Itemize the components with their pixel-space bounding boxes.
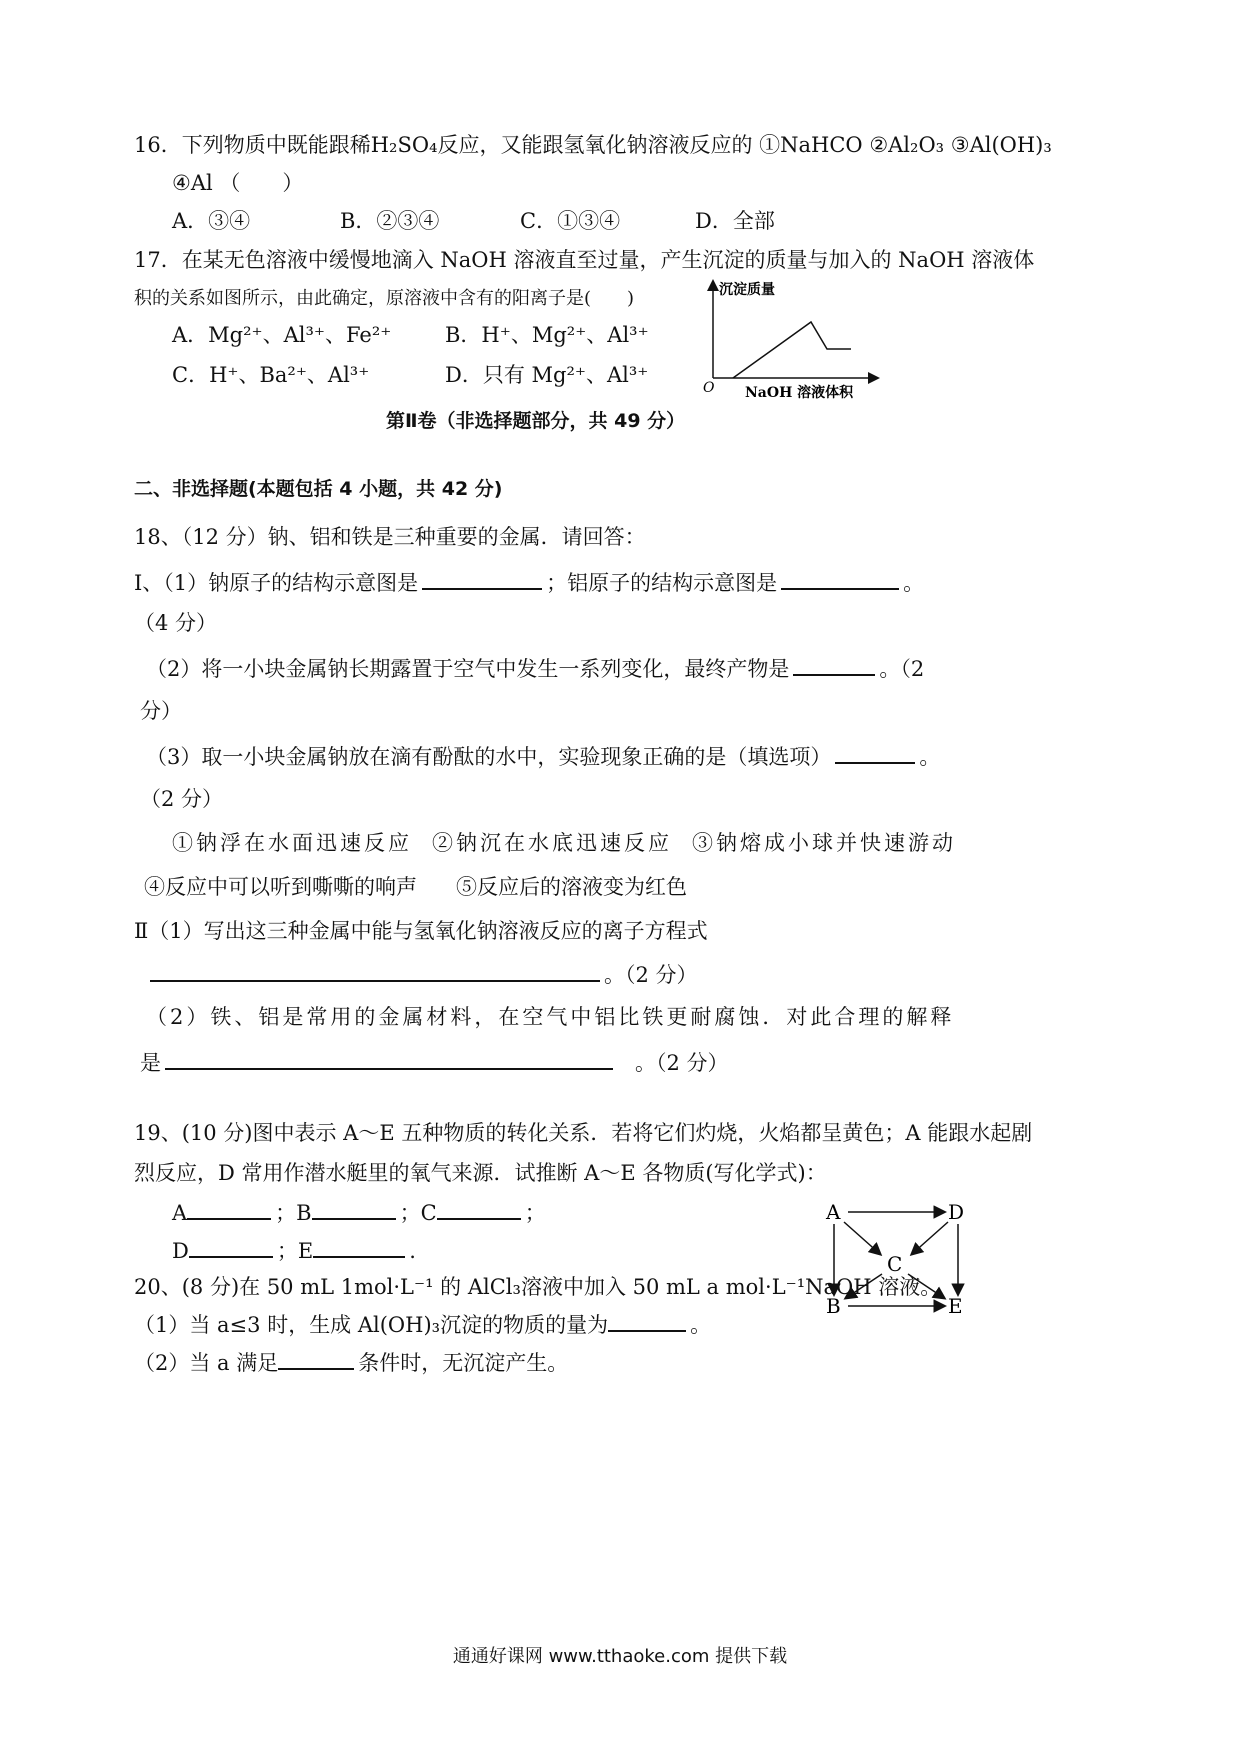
- q18-choice-5: ⑤反应后的溶液变为红色: [456, 875, 687, 899]
- q18-i2-score-b: 分）: [140, 699, 182, 723]
- q19-label-b: ；B: [275, 1201, 312, 1225]
- node-d: D: [948, 1200, 965, 1224]
- q18-choice-4: ④反应中可以听到嘶嘶的响声: [144, 875, 417, 899]
- q18-ii2-prompt: （2）铁、铝是常用的金属材料，在空气中铝比铁更耐腐蚀．对此合理的解释: [146, 1005, 955, 1029]
- q19-blank-c[interactable]: [437, 1196, 521, 1220]
- part2-title: 第Ⅱ卷（非选择题部分，共 49 分）: [386, 410, 686, 432]
- q16-option-b: B．②③④: [340, 209, 440, 233]
- q20-s1-blank[interactable]: [608, 1308, 686, 1332]
- q17-option-d: D．只有 Mg²⁺、Al³⁺: [445, 363, 649, 387]
- section2-title: 二、非选择题(本题包括 4 小题，共 42 分): [134, 478, 503, 500]
- q20-s2-blank[interactable]: [278, 1346, 354, 1370]
- graph-curve: [733, 322, 851, 378]
- q19-label-d: D: [172, 1239, 189, 1263]
- q19-line1: 19、(10 分)图中表示 A～E 五种物质的转化关系．若将它们灼烧，火焰都呈黄色；A 能跟水起剧: [134, 1121, 1033, 1145]
- q17-option-c: C．H⁺、Ba²⁺、Al³⁺: [172, 363, 370, 387]
- q18-i1-blank-aluminum[interactable]: [781, 566, 899, 590]
- q18-ii1-score: 。（2 分）: [604, 963, 698, 987]
- q18-i3-prompt: （3）取一小块金属钠放在滴有酚酞的水中，实验现象正确的是（填选项）: [146, 745, 832, 769]
- q20-s2-end: 条件时，无沉淀产生。: [358, 1351, 569, 1375]
- arrow-d-to-c: [912, 1222, 948, 1254]
- q16-line1: 16．下列物质中既能跟稀H₂SO₄反应，又能跟氢氧化钠溶液反应的 ①NaHCO ②Al₂O₃ ③Al(OH)₃: [134, 133, 1052, 157]
- q18-ii2-prompt-b: 是: [140, 1051, 161, 1075]
- q18-ii1-prompt: Ⅱ（1）写出这三种金属中能与氢氧化钠溶液反应的离子方程式: [134, 919, 708, 943]
- q18-i1-prompt-b: ；铝原子的结构示意图是: [546, 571, 778, 595]
- q17-option-a: A．Mg²⁺、Al³⁺、Fe²⁺: [172, 323, 392, 347]
- arrow-a-to-c: [844, 1222, 880, 1254]
- conversion-diagram: [820, 1196, 980, 1326]
- q18-i2-blank[interactable]: [793, 652, 875, 676]
- q16-option-d: D．全部: [695, 209, 775, 233]
- q17-option-b: B．H⁺、Mg²⁺、Al³⁺: [445, 323, 649, 347]
- q18-i3-score: （2 分）: [140, 787, 224, 811]
- q18-ii2-score: 。（2 分）: [635, 1051, 729, 1075]
- q18-choice-3: ③钠熔成小球并快速游动: [692, 831, 956, 855]
- q18-i1-blank-sodium[interactable]: [422, 566, 542, 590]
- node-e: E: [948, 1294, 963, 1318]
- precipitate-graph: [695, 272, 885, 402]
- q18-intro: 18、（12 分）钠、铝和铁是三种重要的金属．请回答：: [134, 525, 646, 549]
- q18-i2-score-a: 。（2: [879, 657, 925, 681]
- q19-blank-b[interactable]: [312, 1196, 396, 1220]
- q18-i3-end: 。: [919, 745, 941, 769]
- q18-i1-score: （4 分）: [134, 611, 218, 635]
- node-b: B: [826, 1294, 841, 1318]
- q17-line2: 积的关系如图所示，由此确定，原溶液中含有的阳离子是( ): [134, 288, 635, 309]
- q19-label-a: A: [172, 1201, 188, 1225]
- q20-s1-end: 。: [690, 1313, 712, 1337]
- q20-s2-prompt: （2）当 a 满足: [134, 1351, 279, 1375]
- q18-i1-prompt-c: 。: [903, 571, 925, 595]
- q19-label-c: ；C: [399, 1201, 437, 1225]
- q17-line1: 17．在某无色溶液中缓慢地滴入 NaOH 溶液直至过量，产生沉淀的质量与加入的 NaOH 溶液体: [134, 248, 1035, 272]
- graph-y-label: 沉淀质量: [719, 282, 775, 298]
- q18-i2-prompt: （2）将一小块金属钠长期露置于空气中发生一系列变化，最终产物是: [146, 657, 790, 681]
- q20-line1: 20、(8 分)在 50 mL 1mol·L⁻¹ 的 AlCl₃溶液中加入 50 mL a mol·L⁻¹NaOH 溶液。: [134, 1275, 942, 1299]
- node-a: A: [826, 1200, 841, 1224]
- q18-choice-2: ②钠沉在水底迅速反应: [432, 831, 672, 855]
- q19-label-e: ；E: [276, 1239, 314, 1263]
- q16-option-a: A．③④: [172, 209, 251, 233]
- q19-blank-d[interactable]: [189, 1234, 273, 1258]
- q20-s1-prompt: （1）当 a≤3 时，生成 Al(OH)₃沉淀的物质的量为: [134, 1313, 609, 1337]
- q19-label-end1: ；: [524, 1201, 546, 1225]
- q18-choice-1: ①钠浮在水面迅速反应: [172, 831, 412, 855]
- q16-option-c: C．①③④: [520, 209, 621, 233]
- node-c: C: [887, 1252, 903, 1276]
- graph-x-label: NaOH 溶液体积: [745, 385, 854, 401]
- q18-ii2-blank[interactable]: [165, 1046, 613, 1070]
- q19-blank-e[interactable]: [313, 1234, 405, 1258]
- q18-i1-prompt-a: Ⅰ、（1）钠原子的结构示意图是: [134, 571, 419, 595]
- q18-i3-blank[interactable]: [835, 740, 915, 764]
- q18-ii1-blank[interactable]: [150, 958, 600, 982]
- page-footer: 通通好课网 www.tthaoke.com 提供下载: [452, 1646, 788, 1667]
- graph-origin: O: [703, 380, 715, 396]
- q19-line2: 烈反应，D 常用作潜水艇里的氧气来源．试推断 A～E 各物质(写化学式)：: [134, 1161, 827, 1185]
- q19-blank-a[interactable]: [187, 1196, 271, 1220]
- q16-line2: ④Al （ ）: [172, 171, 304, 195]
- q19-label-end2: .: [409, 1239, 416, 1263]
